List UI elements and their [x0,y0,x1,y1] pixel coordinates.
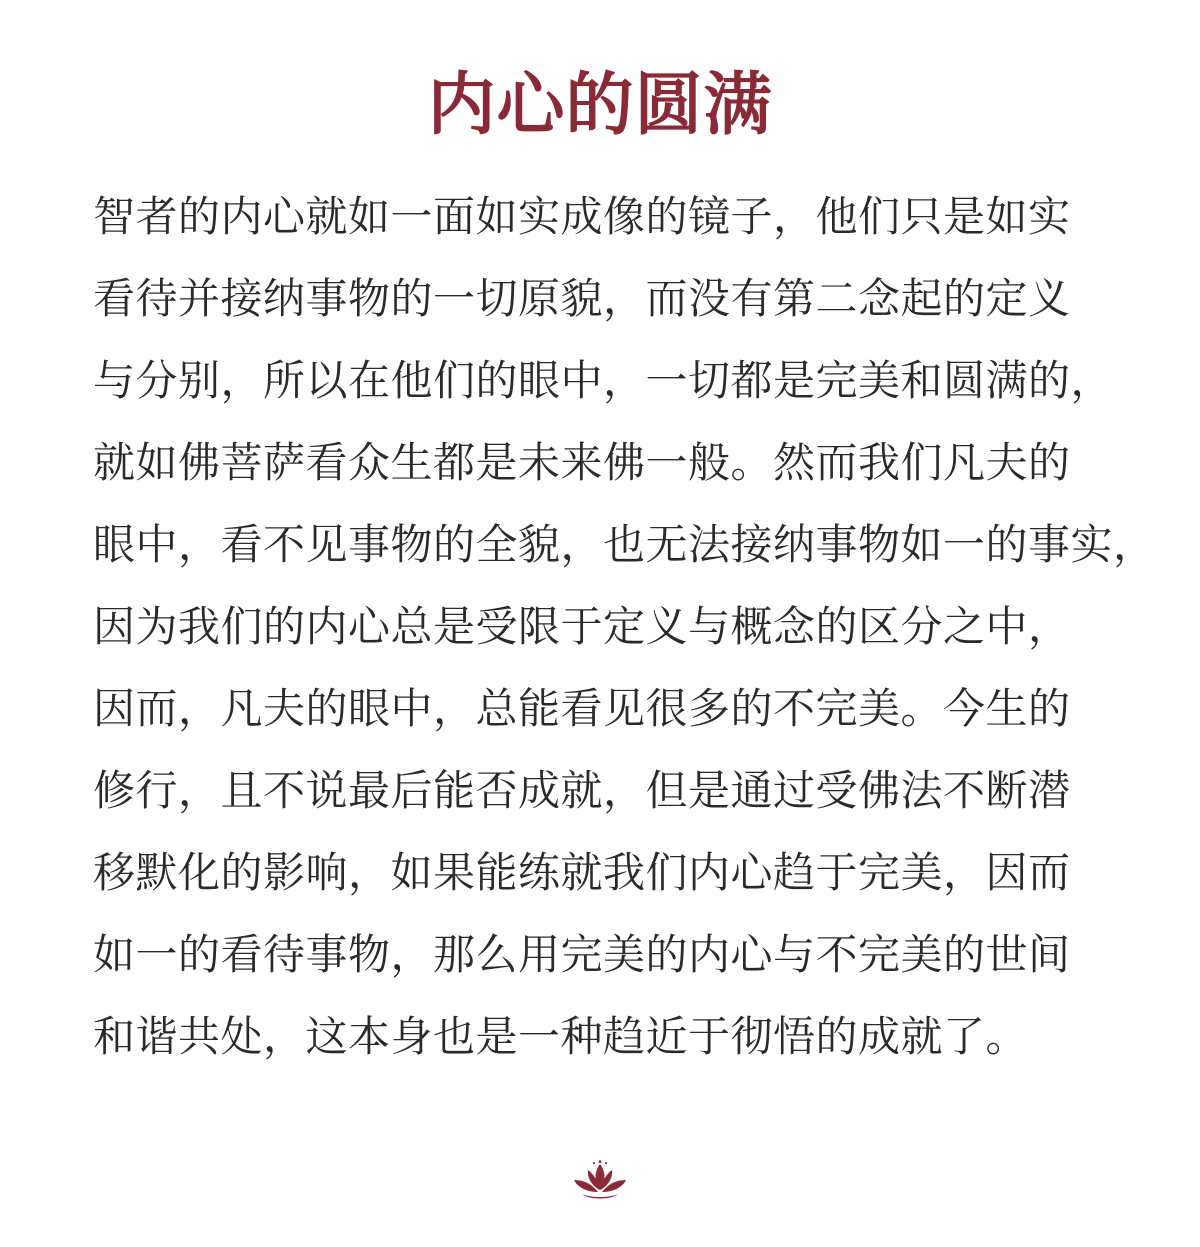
text-line: 修行，且不说最后能否成就，但是通过受佛法不断潜 [93,766,1071,815]
text-line: 和谐共处，这本身也是一种趋近于彻悟的成就了。 [93,1012,1029,1061]
text-line: 因而，凡夫的眼中，总能看见很多的不完美。今生的 [93,684,1071,733]
page-title: 内心的圆满 [427,65,773,145]
text-line: 就如佛菩萨看众生都是未来佛一般。然而我们凡夫的 [93,438,1071,487]
text-line: 眼中，看不见事物的全貌，也无法接纳事物如一的事实， [93,520,1156,569]
text-line: 看待并接纳事物的一切原貌，而没有第二念起的定义 [93,274,1071,323]
text-line: 如一的看待事物，那么用完美的内心与不完美的世间 [93,930,1071,979]
text-line: 因为我们的内心总是受限于定义与概念的区分之中， [93,602,1071,651]
lotus-icon [572,1160,628,1202]
article-body [93,176,1156,1078]
text-line: 与分别，所以在他们的眼中，一切都是完美和圆满的， [93,356,1114,405]
text-line: 智者的内心就如一面如实成像的镜子，他们只是如实 [93,192,1071,241]
text-line: 移默化的影响，如果能练就我们内心趋于完美，因而 [93,848,1071,897]
